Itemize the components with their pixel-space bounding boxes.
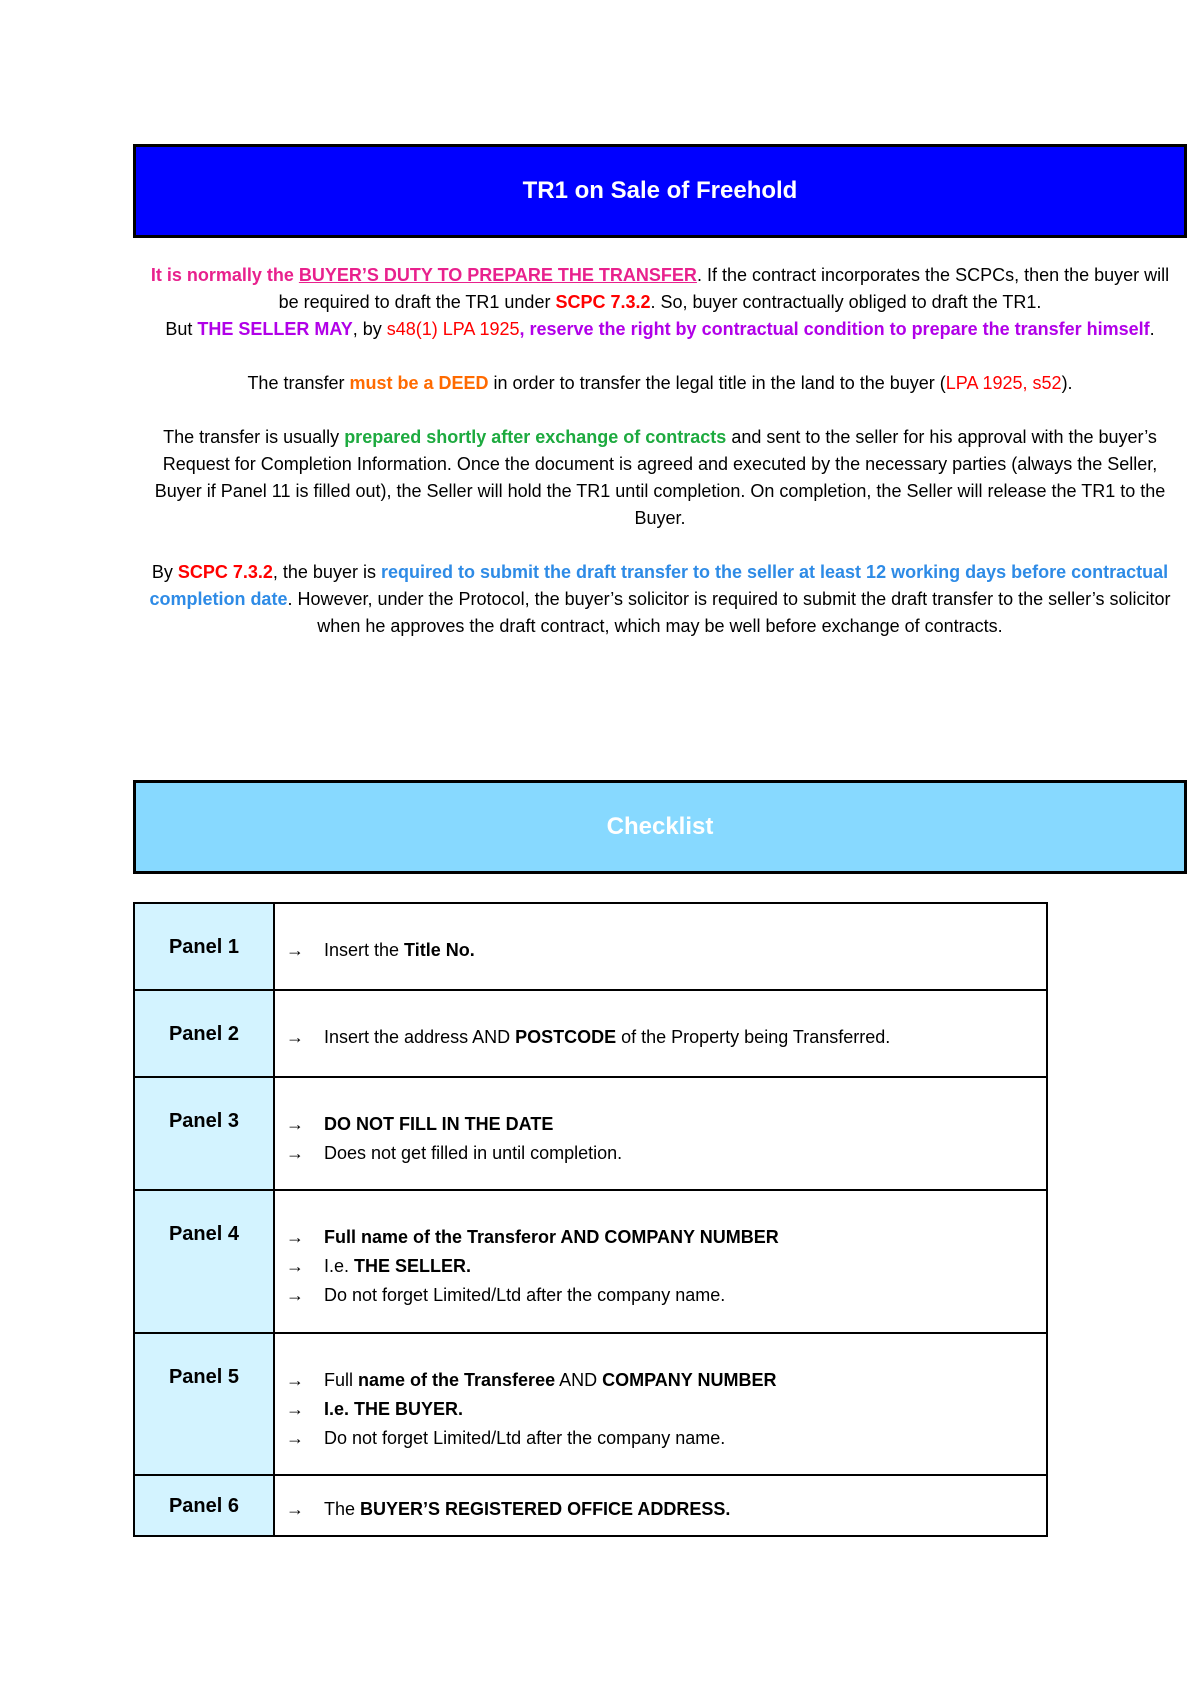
arrow-icon: → (286, 1114, 304, 1134)
panel-items-cell (274, 1077, 1047, 1190)
panel-label-cell (134, 903, 274, 990)
text-run: LPA 1925, s52 (945, 373, 1062, 393)
list-item (286, 1023, 1035, 1052)
list-item (286, 1223, 1035, 1252)
panel-label-cell (134, 1475, 274, 1536)
text-run: AND (555, 1370, 603, 1390)
arrow-icon: → (286, 1370, 304, 1390)
text-run: I.e. THE BUYER. (324, 1399, 464, 1419)
panel-items-cell (274, 1333, 1047, 1475)
text-run: . So, buyer contractually obliged to draft the TR1. (650, 292, 1042, 312)
panel-items-cell (274, 990, 1047, 1077)
text-run: BUYER’S DUTY TO PREPARE THE TRANSFER (298, 265, 697, 285)
intro-text (140, 262, 1180, 640)
text-run: DO NOT FILL IN THE DATE (324, 1114, 554, 1134)
table-row (134, 1333, 1047, 1475)
panel-label: Panel 2 (168, 1023, 240, 1045)
list-item (286, 1424, 1035, 1453)
text-run: THE SELLER. (354, 1256, 472, 1276)
title-banner (133, 144, 1187, 238)
text-run: Title No. (404, 940, 475, 960)
arrow-icon: → (286, 1428, 304, 1448)
panel-items (276, 992, 1045, 1052)
arrow-icon: → (286, 1499, 304, 1519)
checklist-title: Checklist (606, 813, 714, 840)
intro-paragraph-4 (140, 424, 1180, 532)
arrow-icon: → (286, 1027, 304, 1047)
text-run: must be a DEED (349, 373, 489, 393)
panel-items (276, 1192, 1045, 1310)
text-run: It is normally the (150, 265, 299, 285)
text-run: SCPC 7.3.2 (555, 292, 651, 312)
text-run: ). (1061, 373, 1073, 393)
text-run: in order to transfer the legal title in the land to the buyer ( (488, 373, 946, 393)
text-run: Does not get filled in until completion. (324, 1143, 623, 1163)
list-item (286, 1366, 1035, 1395)
text-run: COMPANY NUMBER (602, 1370, 777, 1390)
panel-items (276, 1079, 1045, 1168)
panel-label-cell (134, 1077, 274, 1190)
table-row (134, 990, 1047, 1077)
list-item (286, 1139, 1035, 1168)
panel-items-cell (274, 1475, 1047, 1536)
text-run: , reserve the right by contractual condition to prepare the transfer himself (519, 319, 1150, 339)
panel-label: Panel 5 (168, 1366, 240, 1388)
panel-label: Panel 3 (168, 1110, 240, 1132)
list-item (286, 1395, 1035, 1424)
list-item (286, 1110, 1035, 1139)
text-run: , the buyer is (272, 562, 381, 582)
text-run: . If the contract incorporates the SCPCs, then the buyer will be required to draft the TR1 under (278, 265, 1170, 312)
text-run: SCPC 7.3.2 (177, 562, 273, 582)
text-run: Insert the address AND (324, 1027, 516, 1047)
text-run: Full name of the Transferor AND COMPANY NUMBER (324, 1227, 779, 1247)
text-run: , by (352, 319, 387, 339)
text-run: By (151, 562, 178, 582)
arrow-icon: → (286, 1227, 304, 1247)
panel-items (276, 1335, 1045, 1453)
panel-label-cell (134, 1190, 274, 1333)
table-row (134, 1475, 1047, 1536)
panel-items-cell (274, 903, 1047, 990)
text-run: prepared shortly after exchange of contracts (344, 427, 727, 447)
text-run: I.e. (324, 1256, 355, 1276)
table-row (134, 903, 1047, 990)
panel-label-cell (134, 990, 274, 1077)
page-title: TR1 on Sale of Freehold (522, 177, 798, 204)
text-run: The (324, 1499, 361, 1519)
arrow-icon: → (286, 1285, 304, 1305)
text-run: BUYER’S REGISTERED OFFICE ADDRESS. (360, 1499, 731, 1519)
text-run: of the Property being Transferred. (616, 1027, 891, 1047)
text-run: The transfer (247, 373, 350, 393)
text-run: POSTCODE (515, 1027, 617, 1047)
text-run: . However, under the Protocol, the buyer’s solicitor is required to submit the draft transfer to the seller’s solicitor when he approves the draft contract, which may be well before exchange of contracts. (287, 589, 1171, 636)
panel-label: Panel 6 (168, 1495, 240, 1517)
panel-label: Panel 4 (168, 1223, 240, 1245)
text-run: Full (324, 1370, 359, 1390)
list-item (286, 1495, 1035, 1524)
intro-paragraph-1 (140, 262, 1180, 343)
table-row (134, 1190, 1047, 1333)
panel-items (276, 1477, 1045, 1524)
text-run: Do not forget Limited/Ltd after the company name. (324, 1428, 726, 1448)
arrow-icon: → (286, 940, 304, 960)
text-run: and sent to the seller for his approval with the buyer’s Request for Completion Information. Once the document is agreed and executed by the necessary parties (always the Seller, Buyer if Panel 11 is filled out), the Seller will hold the TR1 until completion. On completion, the Seller will release the TR1 to the Buyer. (154, 427, 1166, 528)
panel-label: Panel 1 (168, 936, 240, 958)
text-run: required to submit the draft transfer to the seller at least 12 working days before contractual completion date (149, 562, 1169, 609)
intro-paragraph-3 (140, 370, 1180, 397)
panel-items (276, 905, 1045, 965)
checklist-table (133, 902, 1048, 1537)
text-run: name of the Transferee (358, 1370, 556, 1390)
text-run: Insert the (324, 940, 405, 960)
intro-paragraph-5 (140, 559, 1180, 640)
panel-label-cell (134, 1333, 274, 1475)
text-run: THE SELLER MAY (197, 319, 353, 339)
arrow-icon: → (286, 1143, 304, 1163)
list-item (286, 936, 1035, 965)
list-item (286, 1252, 1035, 1281)
text-run: s48(1) LPA 1925 (386, 319, 520, 339)
text-run: Do not forget Limited/Ltd after the company name. (324, 1285, 726, 1305)
checklist-banner (133, 780, 1187, 874)
table-row (134, 1077, 1047, 1190)
list-item (286, 1281, 1035, 1310)
text-run: But (165, 319, 198, 339)
panel-items-cell (274, 1190, 1047, 1333)
text-run: The transfer is usually (163, 427, 345, 447)
arrow-icon: → (286, 1256, 304, 1276)
text-run: . (1149, 319, 1155, 339)
arrow-icon: → (286, 1399, 304, 1419)
